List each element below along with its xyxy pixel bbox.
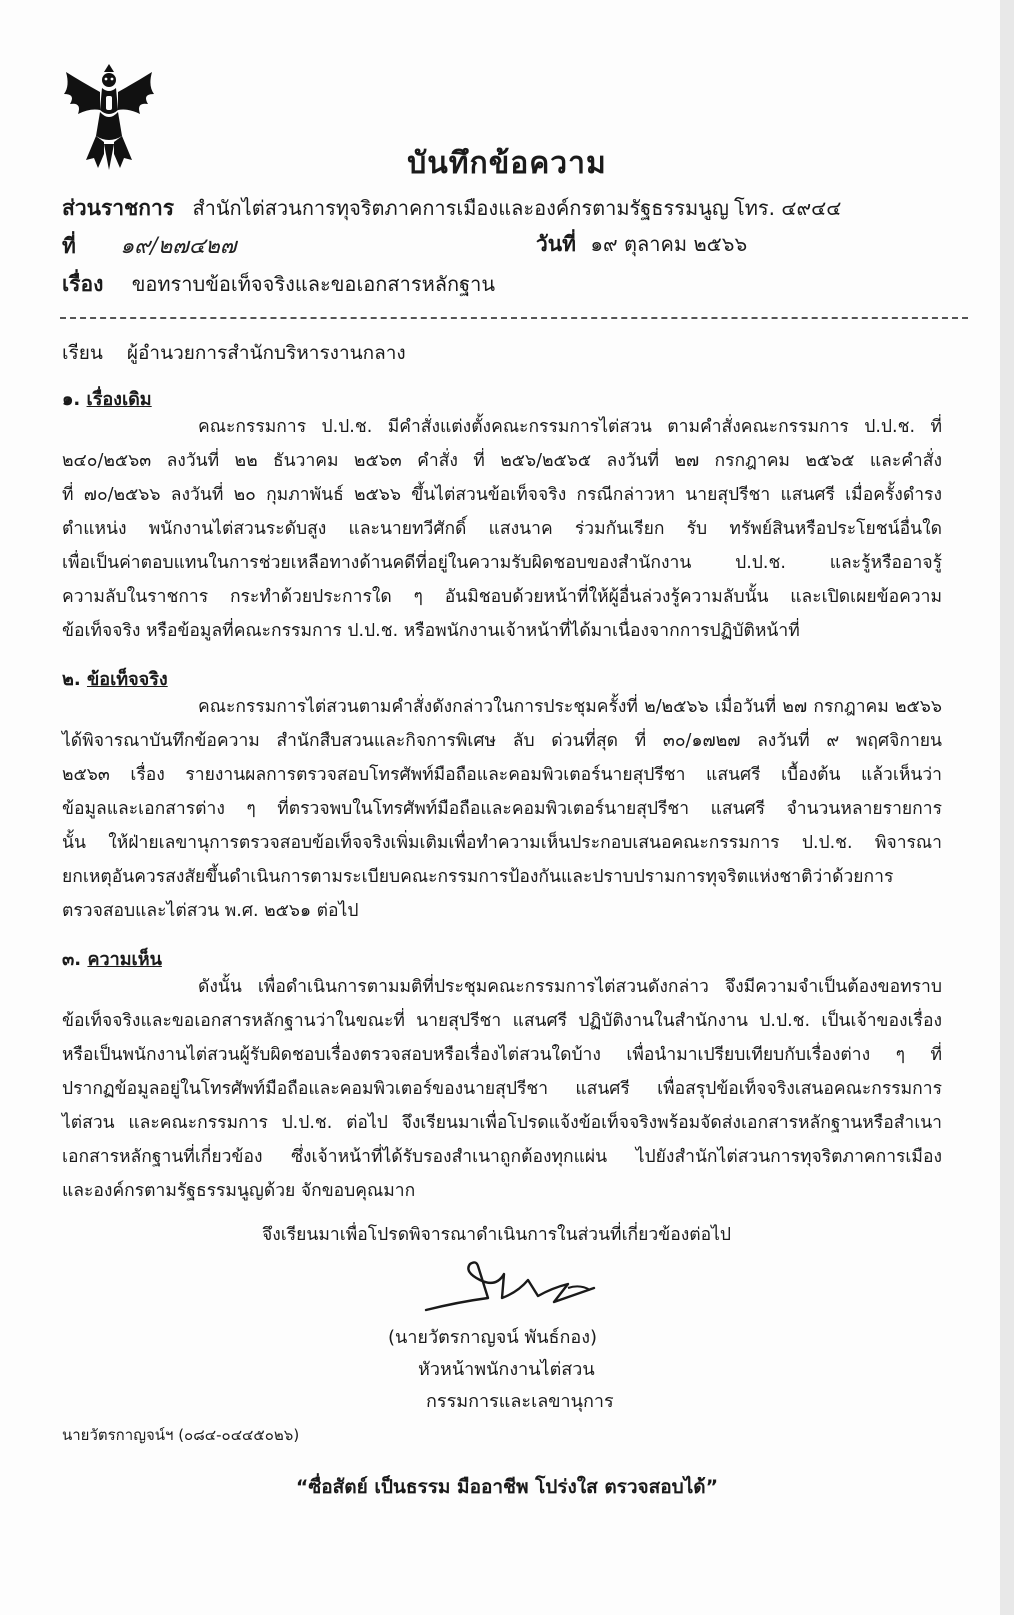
- section-3-line: และองค์กรตามรัฐธรรมนูญด้วย จักขอบคุณมาก: [62, 1181, 416, 1201]
- signatory-name: (นายวัตรกาญจน์ พันธ์กอง): [388, 1327, 598, 1348]
- section-1-line: เพื่อเป็นค่าตอบแทนในการช่วยเหลือทางด้านคดีที่อยู่ในความรับผิดชอบของสำนักงาน ป.ป.ช. และรู้หรืออาจรู้: [62, 553, 942, 573]
- contact-info: นายวัตรกาญจน์ฯ (๐๘๔-๐๔๔๕๐๒๖): [62, 1426, 300, 1444]
- section-title: ความเห็น: [87, 949, 162, 970]
- reference-row: [62, 228, 236, 263]
- reference-number: ๑๙/๒๗๔๒๗: [120, 234, 237, 259]
- section-3-line: ไต่สวน และคณะกรรมการ ป.ป.ช. ต่อไป จึงเรียนมาเพื่อโปรดแจ้งข้อเท็จจริงพร้อมจัดส่งเอกสารหลักฐานหรือสำเนา: [62, 1113, 942, 1133]
- closing-sentence: จึงเรียนมาเพื่อโปรดพิจารณาดำเนินการในส่วนที่เกี่ยวข้องต่อไป: [262, 1225, 732, 1245]
- section-2-line: ตรวจสอบและไต่สวน พ.ศ. ๒๕๖๑ ต่อไป: [62, 901, 359, 921]
- organization-motto: “ซื่อสัตย์ เป็นธรรม มืออาชีพ โปร่งใส ตรวจสอบได้”: [295, 1476, 719, 1498]
- section-1-line: ที่ ๗๐/๒๕๖๖ ลงวันที่ ๒๐ กุมภาพันธ์ ๒๕๖๖ ขึ้นไต่สวนข้อเท็จจริง กรณีกล่าวหา นายสุปรีชา แสนศรี เมื่อครั้งดำรง: [62, 485, 942, 505]
- agency-row: [62, 192, 729, 225]
- signatory-position: กรรมการและเลขานุการ: [426, 1391, 614, 1412]
- section-1-line: ความลับในราชการ กระทำด้วยประการใด ๆ อันมิชอบด้วยหน้าที่ให้ผู้อื่นล่วงรู้ความลับนั้น และเปิดเผยข้อความ: [62, 587, 942, 607]
- section-3-line: เอกสารหลักฐานที่เกี่ยวข้อง ซึ่งเจ้าหน้าที่ได้รับรองสำเนาถูกต้องทุกแผ่น ไปยังสำนักไต่สวนการทุจริตภาคการเมือง: [62, 1147, 942, 1167]
- header-divider: [60, 317, 968, 319]
- section-3-line: ดังนั้น เพื่อดำเนินการตามมติที่ประชุมคณะกรรมการไต่สวนดังกล่าว จึงมีความจำเป็นต้องขอทราบ: [198, 977, 942, 997]
- section-2-line: ข้อมูลและเอกสารต่าง ๆ ที่ตรวจพบในโทรศัพท์มือถือและคอมพิวเตอร์นายสุปรีชา แสนศรี จำนวนหลายรายการ: [62, 799, 942, 819]
- addressee-label: เรียน: [62, 342, 103, 364]
- phone-number: โทร. ๔๙๔๔: [734, 196, 842, 220]
- addressee-value: ผู้อำนวยการสำนักบริหารงานกลาง: [126, 342, 406, 364]
- section-1-line: ๒๔๐/๒๕๖๓ ลงวันที่ ๒๒ ธันวาคม ๒๕๖๓ คำสั่ง ที่ ๒๕๖/๒๕๖๕ ลงวันที่ ๒๗ กรกฎาคม ๒๕๖๕ และคำสั่ง: [62, 451, 942, 471]
- section-1-heading: [62, 384, 152, 413]
- addressee-row: [62, 338, 406, 368]
- subject-row: [62, 268, 495, 301]
- signature-mark: [418, 1258, 608, 1318]
- subject-label: เรื่อง: [62, 272, 104, 296]
- agency-value: สำนักไต่สวนการทุจริตภาคการเมืองและองค์กรตามรัฐธรรมนูญ: [192, 196, 729, 220]
- date-label: วันที่: [536, 232, 576, 256]
- section-3-line: หรือเป็นพนักงานไต่สวนผู้รับผิดชอบเรื่องตรวจสอบหรือเรื่องไต่สวนใดบ้าง เพื่อนำมาเปรียบเทียบกับเรื่องต่าง ๆ ที่: [62, 1045, 942, 1065]
- section-2-line: ๒๕๖๓ เรื่อง รายงานผลการตรวจสอบโทรศัพท์มือถือและคอมพิวเตอร์นายสุปรีชา แสนศรี เบื้องต้น แล้วเห็นว่า: [62, 765, 942, 785]
- section-2-line: ยกเหตุอันควรสงสัยขึ้นดำเนินการตามระเบียบคณะกรรมการป้องกันและปราบปรามการทุจริตแห่งชาติว่าด้วยการ: [62, 867, 894, 887]
- section-1-line: ตำแหน่ง พนักงานไต่สวนระดับสูง และนายทวีศักดิ์ แสงนาค ร่วมกันเรียก รับ ทรัพย์สินหรือประโยชน์อื่นใด: [62, 519, 942, 539]
- section-title: เรื่องเดิม: [86, 389, 152, 410]
- section-2-line: ได้พิจารณาบันทึกข้อความ สำนักสืบสวนและกิจการพิเศษ ลับ ด่วนที่สุด ที่ ๓๐/๑๗๒๗ ลงวันที่ ๙ พฤศจิกายน: [62, 731, 942, 751]
- section-number: ๒.: [62, 669, 81, 690]
- reference-label: ที่: [62, 234, 76, 258]
- agency-label: ส่วนราชการ: [62, 196, 175, 220]
- section-2-heading: [62, 664, 168, 693]
- signatory-position: หัวหน้าพนักงานไต่สวน: [418, 1359, 595, 1380]
- date-value: ๑๙ ตุลาคม ๒๕๖๖: [590, 232, 748, 256]
- section-3-line: ปรากฏข้อมูลอยู่ในโทรศัพท์มือถือและคอมพิวเตอร์ของนายสุปรีชา แสนศรี เพื่อสรุปข้อเท็จจริงเสนอคณะกรรมการ: [62, 1079, 942, 1099]
- date-row: [536, 228, 747, 261]
- page-edge: [1000, 0, 1014, 1615]
- section-2-line: คณะกรรมการไต่สวนตามคำสั่งดังกล่าวในการประชุมครั้งที่ ๒/๒๕๖๖ เมื่อวันที่ ๒๗ กรกฎาคม ๒๕๖๖: [198, 697, 942, 717]
- section-number: ๓.: [62, 949, 82, 970]
- subject-value: ขอทราบข้อเท็จจริงและขอเอกสารหลักฐาน: [131, 272, 496, 296]
- memo-title: บันทึกข้อความ: [407, 146, 607, 181]
- section-title: ข้อเท็จจริง: [86, 669, 168, 690]
- section-1-line: คณะกรรมการ ป.ป.ช. มีคำสั่งแต่งตั้งคณะกรรมการไต่สวน ตามคำสั่งคณะกรรมการ ป.ป.ช. ที่: [198, 417, 942, 437]
- section-2-line: นั้น ให้ฝ่ายเลขานุการตรวจสอบข้อเท็จจริงเพิ่มเติมเพื่อทำความเห็นประกอบเสนอคณะกรรมการ ป.ป.ช. พิจารณา: [62, 833, 942, 853]
- section-3-line: ข้อเท็จจริงและขอเอกสารหลักฐานว่าในขณะที่ นายสุปรีชา แสนศรี ปฏิบัติงานในสำนักงาน ป.ป.ช. เป็นเจ้าของเรื่อง: [62, 1011, 942, 1031]
- section-number: ๑.: [62, 389, 81, 410]
- section-3-heading: [62, 944, 162, 973]
- section-1-line: ข้อเท็จจริง หรือข้อมูลที่คณะกรรมการ ป.ป.ช. หรือพนักงานเจ้าหน้าที่ได้มาเนื่องจากการปฏิบัติหน้าที่: [62, 621, 800, 641]
